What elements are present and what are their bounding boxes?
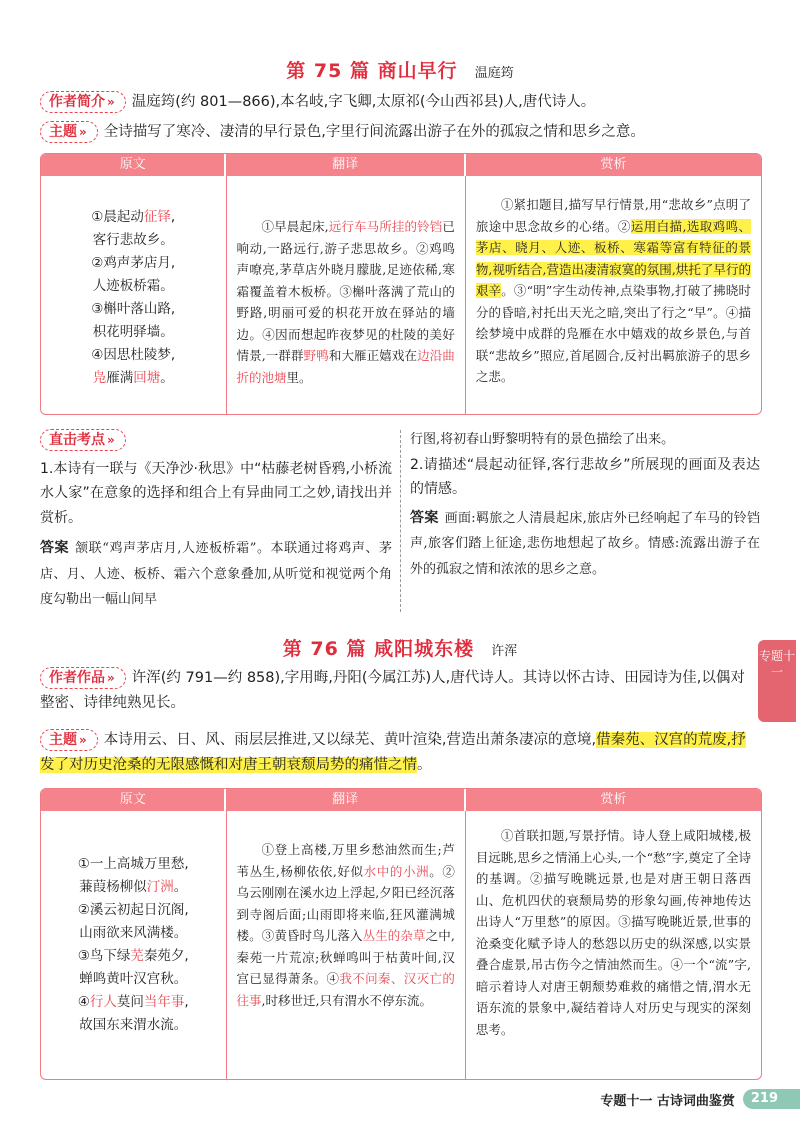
poem76-appreciation: ①首联扣题,写景抒情。诗人登上咸阳城楼,极目远眺,思乡之情涌上心头,一个“愁”字,奠定了全诗的基调。②描写晚眺远景,也是对唐王朝日落西山、危机四伏的衰颓局势的形象勾画,传神地传达出诗人“万里愁”的原因。③描写晚眺近景,世事的沧桑变化赋予诗人的愁怨以历史的纵深感,以实景叠合虚景,吊古伤今之情油然而生。④一个“流”字,暗示着诗人对唐王朝颓势难救的痛惜之情,渭水无语东流的景象中,凝结着诗人对历史与现实的深刻思考。 — [475, 828, 751, 1037]
poem-line: ③槲叶落山路, — [91, 301, 176, 317]
poem-line: ①晨起动征铎, — [91, 209, 176, 225]
poem75-intro-tag: 作者简介 » — [40, 91, 126, 113]
page-number: 219 — [743, 1089, 800, 1109]
poem76-table-body — [41, 811, 761, 1079]
poem76-theme-text: 本诗用云、日、风、雨层层推进,又以绿芜、黄叶渲染,营造出萧条凄凉的意境, — [103, 732, 597, 748]
answer-1-continued: 行图,将初春山野黎明特有的景色描绘了出来。 — [410, 432, 675, 447]
poem76-intro — [40, 666, 752, 716]
poem75-theme-text: 全诗描写了寒冷、凄清的早行景色,字里行间流露出游子在外的孤寂之情和思乡之意。 — [103, 124, 645, 140]
poem76-translation: ①登上高楼,万里乡愁油然而生;芦苇丛生,杨柳依依,好似水中的小洲。②乌云刚刚在溪水边上浮起,夕阳已经沉落到寺阁后面;山雨即将来临,狂风灌满城楼。③黄昏时鸟儿落入丛生的杂草之中,秦苑一片荒凉;秋蝉鸣叫于枯黄叶间,汉宫已显得萧条。④我不问秦、汉灭亡的往事,时移世迁,只有渭水不停东流。 — [227, 811, 466, 1079]
poem76-title: 第 76 篇 咸阳城东楼 — [282, 638, 475, 660]
header-shangxi: 赏析 — [466, 154, 761, 176]
poem75-author: 温庭筠 — [474, 66, 514, 81]
poem76-theme: 主题 » 本诗用云、日、风、雨层层推进,又以绿芜、黄叶渲染,营造出萧条凄凉的意境,借秦苑、汉宫的荒废,抒发了对历史沧桑的无限感慨和对唐王朝衰颓局势的痛惜之情。 — [40, 728, 752, 778]
poem-line: ①一上高城万里愁, — [77, 856, 189, 872]
poem-line: 凫雁满回塘。 — [92, 370, 174, 386]
poem76-theme-tag: 主题 » — [40, 729, 98, 751]
poem75-table-body — [41, 176, 761, 414]
header-yuanwen: 原文 — [41, 154, 226, 176]
header-yuanwen: 原文 — [41, 789, 226, 811]
question-1: 1.本诗有一联与《天净沙·秋思》中“枯藤老树昏鸦,小桥流水人家”在意象的选择和组合上有异曲同工之妙,请找出并赏析。 — [40, 460, 392, 526]
page-footer — [600, 1086, 800, 1112]
poem-line: ④行人莫问当年事, — [77, 994, 189, 1010]
poem76-table-header — [41, 789, 761, 811]
poem75-theme — [40, 120, 762, 145]
footer-section: 专题十一 古诗词曲鉴赏 — [600, 1093, 735, 1109]
poem-line: ②溪云初起日沉阁, — [77, 902, 189, 918]
poem76-theme-highlight: 借秦苑、汉宫的荒废,抒发了对历史沧桑的无限感慨和对唐王朝衰颓局势的痛惜之情 — [40, 732, 746, 773]
answer-2: 答案 画面:羁旅之人清晨起床,旅店外已经响起了车马的铃铛声,旅客们踏上征途,悲伤地想起了故乡。情感:流露出游子在外的孤寂之情和浓浓的思乡之意。 — [410, 509, 761, 577]
kaodian-left — [40, 428, 392, 613]
poem75-theme-tag: 主题 » — [40, 121, 98, 143]
poem75-intro-text: 温庭筠(约 801—866),本名岐,字飞卿,太原祁(今山西祁县)人,唐代诗人。 — [131, 94, 596, 110]
kaodian-right — [410, 428, 760, 582]
poem76-author: 许浑 — [491, 644, 518, 659]
poem-line: 蒹葭杨柳似汀洲。 — [79, 879, 188, 895]
poem75-table — [40, 153, 762, 415]
question-2: 2.请描述“晨起动征铎,客行悲故乡”所展现的画面及表达的情感。 — [410, 456, 760, 497]
header-fanyi: 翻译 — [226, 154, 465, 176]
poem75-translation: ①早晨起床,远行车马所挂的铃铛已响动,一路远行,游子悲思故乡。②鸡鸣声嘹亮,茅草店外晓月朦胧,足迹依稀,寒霜覆盖着木板桥。③槲叶落满了荒山的野路,明丽可爱的枳花开放在驿站的墙边。④因而想起昨夜梦见的杜陵的美好情景,一群群野鸭和大雁正嬉戏在边沿曲折的池塘里。 — [227, 176, 466, 414]
poem75-title-line — [0, 56, 800, 83]
answer-1: 答案 颔联“鸡声茅店月,人迹板桥霜”。本联通过将鸡声、茅店、月、人迹、板桥、霜六个意象叠加,从听觉和视觉两个角度勾勒出一幅山间早 — [40, 540, 392, 607]
side-chapter-tab: 专题十一 — [758, 640, 796, 722]
poem75-title: 第 75 篇 商山早行 — [286, 60, 458, 82]
poem-line: 人迹板桥霜。 — [92, 278, 174, 294]
poem75-appreciation: ①紧扣题目,描写早行情景,用“悲故乡”点明了旅途中思念故乡的心绪。②运用白描,选取鸡鸣、茅店、晓月、人迹、板桥、寒霜等富有特征的景物,视听结合,营造出凄清寂寞的氛围,烘托了早行的艰辛。③“明”字生动传神,点染事物,打破了拂晓时分的昏暗,衬托出天光之暗,突出了行之“早”。④描绘梦境中成群的凫雁在水中嬉戏的故乡景色,与首联“悲故乡”照应,首尾圆合,反衬出羁旅游子的思乡之悲。 — [475, 197, 751, 384]
column-divider — [400, 430, 401, 612]
poem-line: 蝉鸣黄叶汉宫秋。 — [79, 971, 188, 987]
poem-line: ③鸟下绿芜秦苑夕, — [77, 948, 189, 964]
poem75-intro — [40, 90, 762, 115]
poem-line: 故国东来渭水流。 — [79, 1017, 188, 1033]
poem-line: ④因思杜陵梦, — [91, 347, 176, 363]
kaodian-tag: 直击考点 » — [40, 429, 126, 451]
poem76-title-line — [0, 634, 800, 661]
poem76-intro-text: 许浑(约 791—约 858),字用晦,丹阳(今属江苏)人,唐代诗人。其诗以怀古诗、田园诗为佳,以偶对整密、诗律纯熟见长。 — [40, 670, 745, 711]
poem76-intro-tag: 作者作品 » — [40, 667, 126, 689]
poem76-table — [40, 788, 762, 1080]
poem-line: 枳花明驿墙。 — [92, 324, 174, 340]
header-shangxi: 赏析 — [466, 789, 761, 811]
poem-line: ②鸡声茅店月, — [91, 255, 176, 271]
header-fanyi: 翻译 — [226, 789, 465, 811]
poem-line: 山雨欲来风满楼。 — [79, 925, 188, 941]
poem76-original — [41, 811, 227, 1079]
kaodian-tag-row — [40, 428, 392, 453]
poem75-original — [41, 176, 227, 414]
poem75-table-header — [41, 154, 761, 176]
poem-line: 客行悲故乡。 — [92, 232, 174, 248]
